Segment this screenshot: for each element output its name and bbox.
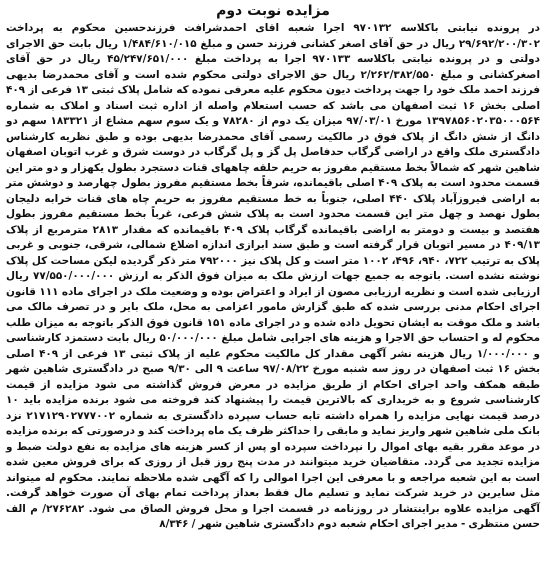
- notice-title: مزایده نوبت دوم: [216, 3, 330, 19]
- notice-body: در پرونده نیابتی باکلاسه ۹۷۰۱۳۲ اجرا شعبه اقای احمدشرافت فرزندحسین محکوم به پرداخت ۲۹/۶۹۲/۲۰۰/۳۰۲ ریال در حق آقای اصغر کشانی فرزند حسن و مبلغ ۱/۴۸۴/۶۱۰/۰۱۵ ریال بابت حق الاجرای دولتی و در پرونده نیابتی باکلاسه ۹۷۰۱۳۳ اجرا به پرداخت مبلغ ۴۵/۲۴۷/۶۵۱/۰۰۰ ریال در حق آقای اصغرکشانی و مبلغ ۲/۲۶۲/۳۸۲/۵۵۰ ریال حق الاجرای دولتی محکوم شده است و آقای محمدرضا بدیهی فرزند احمد ملک خود را جهت پرداخت دیون محکوم علیه معرفی نموده که شامل پلاک ثبتی ۱۳ فرعی از ۴۰۹ اصلی بخش ۱۶ ثبت اصفهان می باشد که حسب استعلام واصله از اداره ثبت اسناد و املاک به شماره ۱۳۹۷۸۵۶۰۲۰۳۵۰۰۰۵۶۴ مورخ ۹۷/۰۳/۰۱ میزان یک دوم از ۷۸۲۸۰ و یک سوم سهم مشاع از ۱۸۳۳۲۱ سهم دو دانگ از شش دانگ از پلاک فوق در مالکیت رسمی آقای محمدرضا بدیهی بوده و طبق نظریه کارشناس دادگستری ملک واقع در اراضی گرگاب حدفاصل پل گز و پل گرگاب در دوست شرق و غرب اتوبان اصفهان شاهین شهر که شمالاً بخط مستقیم مفروز به حریم حلقه چاههای قنات دستجرد بطول یکهزار و دو متر این قسمت محدود است به پلاک ۴۰۹ اصلی باقیمانده، شرقاً بخط مستقیم مفروز بطول چهارصد و دوشش متر به اراضی فیروزآباد پلاک ۴۴۰ اصلی، جنوباً به خط مستقیم مفروز به حریم چاه های قنات خرابه دلیجان بطول نهصد و چهل متر این قسمت محدود است به پلاک شش فرعی، غرباً بخط مستقیم مفروز بطول هفتصد و بیست و دومتر به اراضی باقیمانده گرگاب پلاک ۴۰۹ باقیمانده که مقدار ۲۸۱۳ مترمربع از پلاک ۴۰۹/۱۳ در مسیر اتوبان قرار گرفته است و طبق سند ابرازی اندازه اضلاع شمالی، شرقی، جنوبی و غربی پلاک به ترتیب ۷۲۲، ۹۴۰، ۴۹۶، ۱۰۰۲ متر است و کل پلاک نیز ۷۹۲۰۰۰ متر ذکر گردیده لیکن مساحت کل پلاک نوشته نشده است. باتوجه به جمیع جهات ارزش ملک به میزان فوق الذکر به ارزش ۷۷/۵۵۰/۰۰۰/۰۰۰ ریال ارزیابی شده است و نظریه ارزیابی مصون از ایراد و اعتراض بوده و وضعیت ملک در اجرای ماده ۱۱۱ قانون اجرای احکام مدنی بررسی شده که طبق گزارش مامور اعزامی به محل، ملک بایر و در تصرف مالک می باشد و ملک موقت به ایشان تحویل داده شده و در اجرای ماده ۱۵۱ قانون فوق الذکر باتوجه به میزان طلب محکوم له و احتساب حق الاجرا و هزینه های اجرایی شامل مبلغ ۵۰/۰۰۰/۰۰۰ ریال بابت دستمزد کارشناسی و ۱/۰۰۰/۰۰۰ ریال هزینه نشر آگهی مقدار کل مالکیت محکوم علیه از پلاک ثبتی ۱۳ فرعی از ۴۰۹ اصلی بخش ۱۶ ثبت اصفهان در روز سه شنبه مورخ ۹۷/۰۸/۲۲ ساعت ۹ الی ۹/۳۰ صبح در دادگستری شاهین شهر طبقه همکف واحد اجرای احکام از طریق مزایده در معرض فروش گذاشته می شود مزایده از قیمت کارشناسی شروع و به خریداری که بالاترین قیمت را پیشنهاد کند فروخته می شود برنده مزایده باید ۱۰ درصد قیمت نهایی مزایده را همراه داشته تابه حساب سپرده دادگستری به شماره ۲۱۷۱۲۹۰۲۷۷۷۰۰۲ نزد بانک ملی شاهین شهر واریز نماید و مابقی را حداکثر ظرف یک ماه پرداخت کند و درصورتی که برنده مزایده در موعد مقرر بقیه بهای اموال را نپرداخت سپرده او پس از کسر هزینه های مزایده به نفع دولت ضبط و مزایده تجدید می گردد. متقاضیان خرید میتوانند در مدت پنج روز قبل از روزی که برای فروش معین شده است به این شعبه مراجعه و با معرفی این اجرا اموالی را که آگهی شده ملاحظه نمایند. محکوم له میتواند مثل سایرین در خرید شرکت نماید و تسلیم مال فقط بعداز پرداخت تمام بهای آن صورت خواهد گرفت. آگهی مزایده علاوه براینتشار در روزنامه در قسمت اجرا و محل فروش الصاق می شود. ۲۷۶۲۸۲/ م الف حسن منتظری - مدیر اجرای احکام شعبه دوم دادگستری شاهین شهر / ۸/۳۴۶: [6, 22, 541, 530]
